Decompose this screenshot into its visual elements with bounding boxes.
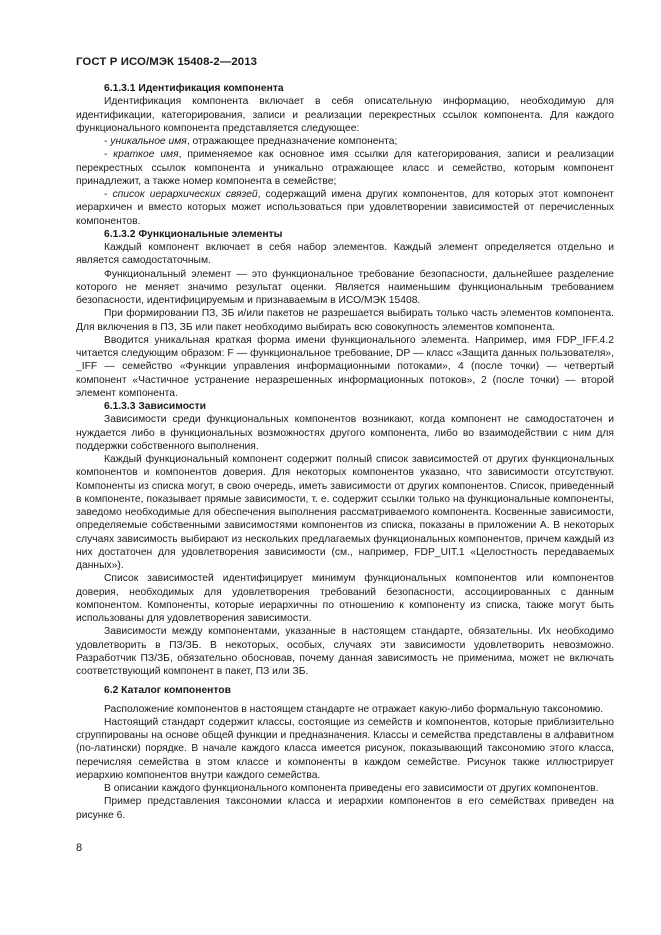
paragraph: Пример представления таксономии класса и иерархии компонентов в его семействах приведен на рисунке 6. (76, 796, 614, 821)
list-item-text: , применяемое как основное имя ссылки для категорирования, записи и реализации перекрестных ссылок компонента и уникально отражающее класс и семейство, которым компонент принадлежит, а также номер компонента в семействе; (76, 149, 615, 187)
list-item (76, 148, 614, 188)
paragraph: Идентификация компонента включает в себя описательную информацию, необходимую для идентификации, категорирования, записи и реализации перекрестных ссылок компонента. Для каждого функционального компонента представляется следующее: (76, 96, 614, 134)
list-dash: - (104, 189, 113, 200)
paragraph: Каждый компонент включает в себя набор элементов. Каждый элемент определяется отдельно и является самодостаточным. (76, 242, 614, 267)
list-item-term: список иерархических связей (112, 189, 258, 200)
list-item-text: , содержащий имена других компонентов, для которых этот компонент иерархичен и вместо которых может использоваться при удовлетворении зависимостей от перечисленных компонентов. (76, 189, 614, 227)
list-item (76, 135, 614, 148)
paragraph: Настоящий стандарт содержит классы, состоящие из семейств и компонентов, которые приблизительно сгруппированы на основе общей функции и предназначения. Классы и семейства представлены в алфавитном (по-латински) порядке. В начале каждого класса имеется рисунок, показывающий таксономию этого класса, перечисляя семейства в этом классе и компоненты в каждом семействе. Рисунок также иллюстрирует иерархию компонентов внутри каждого семейства. (76, 716, 614, 781)
standard-header: ГОСТ Р ИСО/МЭК 15408-2—2013 (76, 56, 258, 68)
heading-6-1-3-2: 6.1.3.2 Функциональные элементы (104, 228, 283, 240)
list-item-term: краткое имя (113, 149, 179, 161)
paragraph: Каждый функциональный компонент содержит полный список зависимостей от других функциональных компонентов и компонентов доверия. Для некоторых компонентов указано, что зависимости отсутствуют. Компоненты из списка могут, в свою очередь, иметь зависимости от других компонентов. Список, приведенный в компоненте, показывает прямые зависимости, т. е. содержит ссылки только на функциональные компоненты, заведомо необходимые для обеспечения выполнения рассматриваемого компонента. Косвенные зависимости, определяемые собственными зависимостями компонентов из списка, показаны в приложении А. В некоторых случаях зависимость выбирают из нескольких предлагаемых функциональных компонентов, причем каждый из них достаточен для удовлетворения зависимости (см., например, FDP_UIT.1 «Целостность передаваемых данных»). (76, 454, 614, 571)
paragraph: Список зависимостей идентифицирует минимум функциональных компонентов или компонентов доверия, необходимых для удовлетворения требований безопасности, ассоциированных с данным компонентом. Компоненты, которые иерархичны по отношению к компоненту из списка, также могут быть использованы для удовлетворения зависимости. (76, 573, 614, 624)
page-number: 8 (76, 842, 83, 854)
document-body (76, 82, 614, 822)
paragraph: При формировании ПЗ, ЗБ и/или пакетов не разрешается выбирать только часть элементов компонента. Для включения в ПЗ, ЗБ или пакет необходимо выбирать всю совокупность элементов компонента. (76, 308, 614, 333)
paragraph: Функциональный элемент — это функциональное требование безопасности, дальнейшее разделение которого не меняет значимо результат оценки. Является наименьшим функциональным требованием безопасности, идентифицируемым и признаваемым в ИСО/МЭК 15408. (76, 268, 614, 306)
paragraph: В описании каждого функционального компонента приведены его зависимости от других компонентов. (104, 783, 599, 794)
list-dash: - (104, 136, 111, 147)
paragraph: Вводится уникальная краткая форма имени функционального элемента. Например, имя FDP_IFF.4.2 читается следующим образом: F — функциональное требование, DP — класс «Защита данных пользователя», _IFF — семейство «Функции управления информационными потоками», 4 (после точки) — четвертый компонент «Частичное устранение неразрешенных информационных потоков», 2 (после точки) — второй элемент компонента. (76, 334, 614, 399)
list-item-term: уникальное имя (110, 136, 187, 147)
list-item (76, 188, 614, 228)
list-item-text: , отражающее предназначение компонента; (186, 136, 398, 147)
heading-6-1-3-3: 6.1.3.3 Зависимости (104, 401, 206, 412)
paragraph: Зависимости среди функциональных компонентов возникают, когда компонент не самодостаточен и нуждается либо в функциональных возможностях другого компонента, либо во взаимодействии с ним для поддержки собственного выполнения. (76, 414, 614, 452)
heading-6-2: 6.2 Каталог компонентов (104, 685, 231, 697)
paragraph: Зависимости между компонентами, указанные в настоящем стандарте, обязательны. Их необходимо удовлетворить в ПЗ/ЗБ. В некоторых, особых, случаях эти зависимости удовлетворить невозможно. Разработчик ПЗ/ЗБ, обязательно обосновав, почему данная зависимость не применима, может не включать соответствующий компонент в пакет, ПЗ или ЗБ. (76, 626, 614, 677)
paragraph: Расположение компонентов в настоящем стандарте не отражает какую-либо формальную таксономию. (104, 703, 604, 715)
list-dash: - (104, 149, 114, 161)
heading-6-1-3-1: 6.1.3.1 Идентификация компонента (104, 83, 284, 94)
